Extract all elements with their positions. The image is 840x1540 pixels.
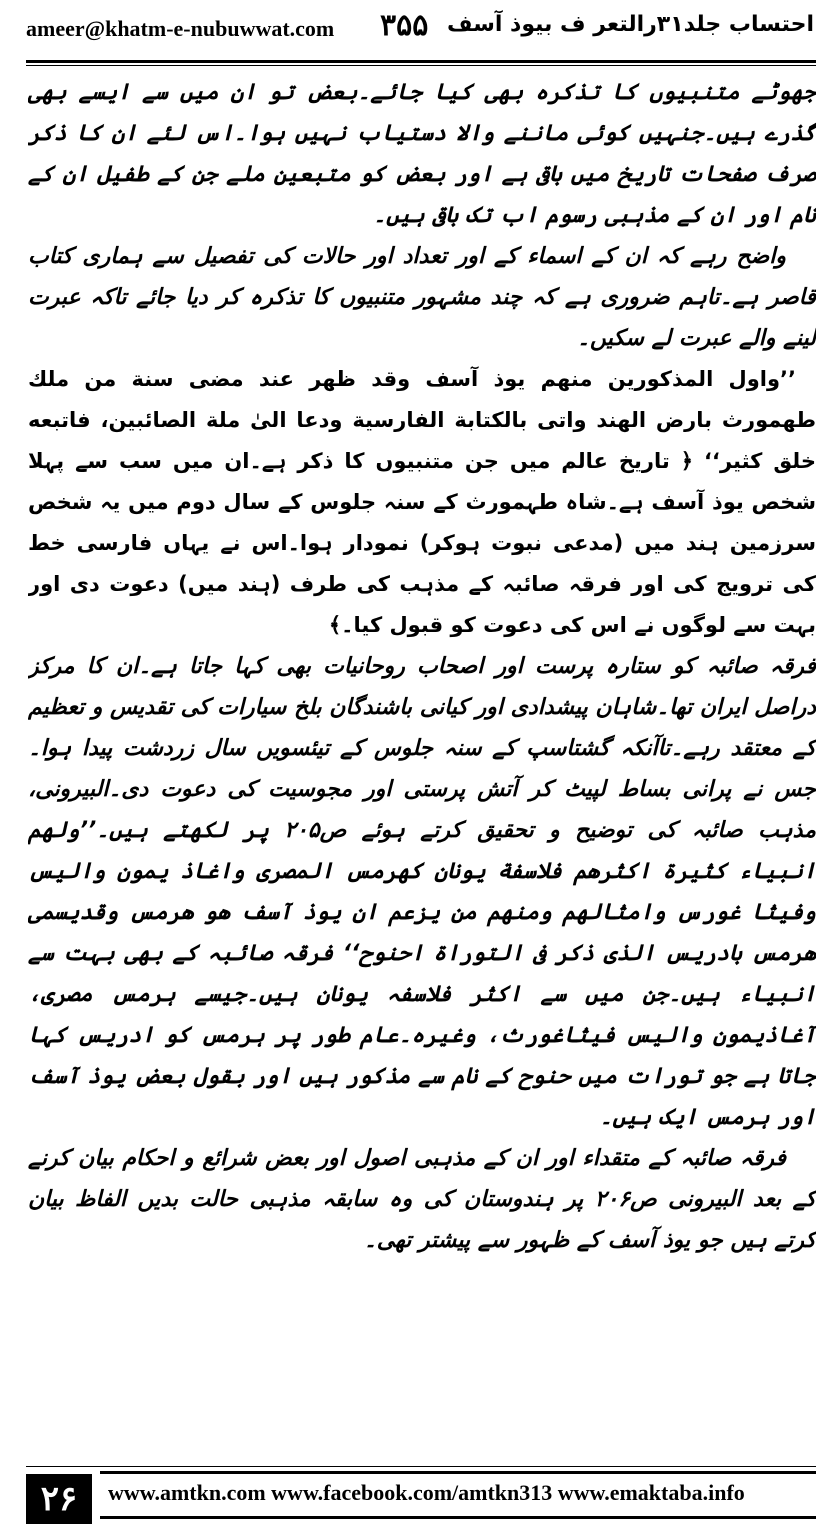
- page-body: [28, 72, 816, 1462]
- header-page-number: ۳۵۵: [380, 8, 429, 43]
- header-rule: [26, 60, 816, 63]
- footer-links[interactable]: www.amtkn.com www.facebook.com/amtkn313 www.emaktaba.info: [108, 1480, 745, 1505]
- header-email: ameer@khatm-e-nubuwwat.com: [26, 16, 335, 41]
- footer-rule-bottom: [100, 1516, 816, 1519]
- paragraph-yuz-asaf: ’’واول المذكورين منهم يوذ آسف وقد ظهر عند مضى سنة من ملك طهمورث بارض الهند واتى بالكتابة الفارسية ودعا الىٰ ملة الصائبين، فاتبعه خلق كثير‘‘ ﴿ تاریخ عالم میں جن متنبیوں کا ذکر ہے۔ان میں سب سے پہلا شخص یوذ آسف ہے۔شاہ طہمورث کے سنہ جلوس کے سال دوم میں یہ شخص سرزمین ہند میں (مدعی نبوت ہوکر) نمودار ہوا۔اس نے یہاں فارسی خط کی ترویج کی اور فرقہ صائبہ کے مذہب کی طرف (ہند میں) دعوت دی اور بہت سے لوگوں نے اس کی دعوت کو قبول کیا۔﴾: [28, 367, 816, 637]
- paragraph-sabians: فرقہ صائبہ کو ستارہ پرست اور اصحاب روحانیات بھی کہا جاتا ہے۔ان کا مرکز دراصل ایران تھا۔شاہان پیشدادی اور کیانی باشندگان بلخ سیارات کی تقدیس و تعظیم کے معتقد رہے۔تاآنکہ گشتاسپ کے سنہ جلوس کے تیئسویں سال زردشت پیدا ہوا۔جس نے پرانی بساط لپیٹ کر آتش پرستی اور مجوسیت کی دعوت دی۔البیرونی، مذہب صائبہ کی توضیح و تحقیق کرتے ہوئے ص۲۰۵ پر لکھتے ہیں۔’’ولهم انبياء كثيرة اكثرهم فلاسفة يونان كهرمس المصرى واغاذ يمون واليس وفيثا غورس وامثالهم ومنهم من يزعم ان يوذ آسف هو هرمس وقديسمى هرمس بادريس الذى ذكر فى التوراة احنوح‘‘ فرقہ صائبہ کے بھی بہت سے انبیاء ہیں۔جن میں سے اکثر فلاسفہ یونان ہیں۔جیسے ہرمس مصری، آغاذیمون والیس فیثاغورث، وغیرہ۔عام طور پر ہرمس کو ادریس کہا جاتا ہے جو تورات میں حنوح کے نام سے مذکور ہیں اور بقول بعض یوذ آسف اور ہرمس ایک ہیں۔: [28, 654, 816, 1130]
- paragraph-note: واضح رہے کہ ان کے اسماء کے اور تعداد اور حالات کی تفصیل سے ہماری کتاب قاصر ہے۔تاہم ضروری ہے کہ چند مشہور متنبیوں کا تذکرہ کر دیا جائے تاکہ عبرت لینے والے عبرت لے سکیں۔: [28, 244, 816, 351]
- header-title: احتساب جلد۳۱رالتعر ف بیوذ آسف: [447, 12, 814, 37]
- page-header: [0, 0, 840, 62]
- footer-rule-thin: [26, 1466, 816, 1467]
- page-footer: [0, 1466, 840, 1540]
- footer-rule: [100, 1471, 816, 1474]
- header-rule-thin: [26, 65, 816, 66]
- paragraph-intro: جھوٹے متنبیوں کا تذکرہ بھی کیا جائے۔بعض تو ان میں سے ایسے بھی گذرے ہیں۔جنہیں کوئی ماننے والا دستیاب نہیں ہوا۔اس لئے ان کا ذکر صرف صفحات تاریخ میں باقی ہے اور بعض کو متبعین ملے جن کے طفیل ان کے نام اور ان کے مذہبی رسوم اب تک باقی ہیں۔: [28, 80, 816, 228]
- footer-page-index: ۲۶: [26, 1474, 92, 1524]
- paragraph-albiruni: فرقہ صائبہ کے متقداء اور ان کے مذہبی اصول اور بعض شرائع و احکام بیان کرنے کے بعد البیرونی ص۲۰۶ پر ہندوستان کی وہ سابقہ مذہبی حالت بدیں الفاظ بیان کرتے ہیں جو یوذ آسف کے ظہور سے پیشتر تھی۔: [28, 1146, 816, 1253]
